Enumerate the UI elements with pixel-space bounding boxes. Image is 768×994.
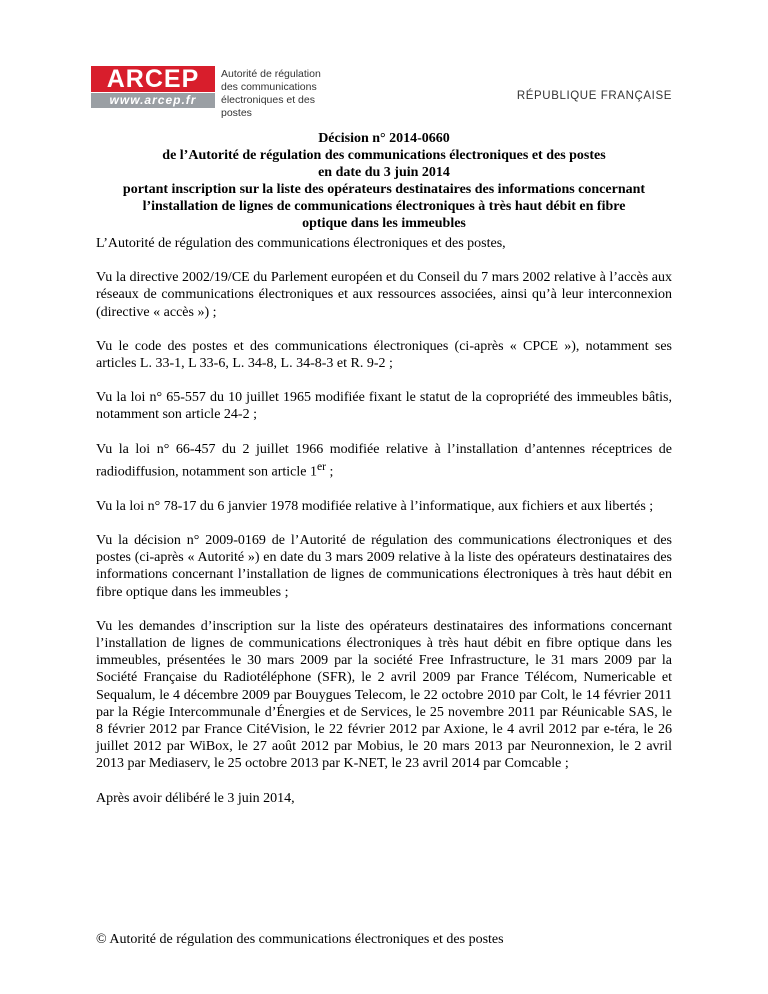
title-line: portant inscription sur la liste des opérateurs destinataires des informations concernant <box>122 182 646 197</box>
title-line: optique dans les immeubles <box>302 216 466 231</box>
paragraph: Vu la loi n° 65-557 du 10 juillet 1965 modifiée fixant le statut de la copropriété des immeubles bâtis, notamment son article 24-2 ; <box>96 390 672 423</box>
paragraph-loi-1966 <box>96 441 672 481</box>
copyright-footer: © Autorité de régulation des communications électroniques et des postes <box>96 932 504 947</box>
paragraph: Vu la loi n° 78-17 du 6 janvier 1978 modifiée relative à l’informatique, aux fichiers et aux libertés ; <box>96 498 654 514</box>
logo-wordmark: ARCEP <box>91 66 215 92</box>
paragraph-text: Vu la loi n° 66-457 du 2 juillet 1966 modifiée relative à l’installation d’antennes réceptrices de radiodiffusion, notamment son article 1 <box>96 441 672 480</box>
republique-francaise-label: RÉPUBLIQUE FRANÇAISE <box>516 90 672 102</box>
title-line: de l’Autorité de régulation des communications électroniques et des postes <box>162 148 606 163</box>
logo-tagline-line: des communications <box>221 81 317 93</box>
logo-url: www.arcep.fr <box>91 93 215 108</box>
decision-body <box>96 235 672 824</box>
paragraph: Vu la directive 2002/19/CE du Parlement européen et du Conseil du 7 mars 2002 relative à l’accès aux réseaux de communications électroniques et aux ressources associées, ainsi qu’à leur interconnexion (directive « accès ») ; <box>96 270 672 320</box>
paragraph: Vu les demandes d’inscription sur la liste des opérateurs destinataires des informations concernant l’installation de lignes de communications électroniques à très haut débit en fibre optique dans les immeubles, présentées le 30 mars 2009 par la société Free Infrastructure, le 31 mars 2009 par la Société Française du Radiotéléphone (SFR), le 2 avril 2009 par France Télécom, Numericable et Sequalum, le 4 décembre 2009 par Bouygues Telecom, le 22 octobre 2010 par Colt, le 14 février 2011 par la Régie Intercommunale d’Énergies et de Services, le 25 novembre 2011 par Réunicable SAS, le 8 février 2012 par France CitéVision, le 22 février 2012 par Axione, le 4 avril 2012 par e-téra, le 26 juillet 2012 par WiBox, le 27 août 2012 par Mobius, le 20 mars 2013 par Neuronnexion, le 2 avril 2013 par Mediaserv, le 25 octobre 2013 par K-NET, le 23 avril 2014 par Comcable ; <box>96 618 672 772</box>
logo-tagline-line: électroniques et des postes <box>221 94 315 119</box>
title-line: Décision n° 2014-0660 <box>318 131 450 146</box>
title-line: l’installation de lignes de communications électroniques à très haut débit en fibre <box>142 199 626 214</box>
paragraph: Vu le code des postes et des communications électroniques (ci-après « CPCE »), notamment ses articles L. 33-1, L 33-6, L. 34-8, L. 34-8-3 et R. 9-2 ; <box>96 338 672 372</box>
paragraph: Vu la décision n° 2009-0169 de l’Autorité de régulation des communications électroniques et des postes (ci-après « Autorité ») en date du 3 mars 2009 relative à la liste des opérateurs destinataires des informations concernant l’installation de lignes de communications électroniques à très haut débit en fibre optique dans les immeubles ; <box>96 532 672 600</box>
page-header <box>0 0 768 120</box>
logo-tagline-line: Autorité de régulation <box>221 68 321 80</box>
logo-tagline <box>221 68 341 120</box>
paragraph: L’Autorité de régulation des communications électroniques et des postes, <box>96 236 506 251</box>
title-line: en date du 3 juin 2014 <box>318 165 450 180</box>
decision-title <box>96 130 672 232</box>
paragraph-text: ; <box>326 464 334 480</box>
superscript: er <box>316 459 327 473</box>
arcep-logo <box>91 65 341 119</box>
paragraph: Après avoir délibéré le 3 juin 2014, <box>96 790 295 806</box>
